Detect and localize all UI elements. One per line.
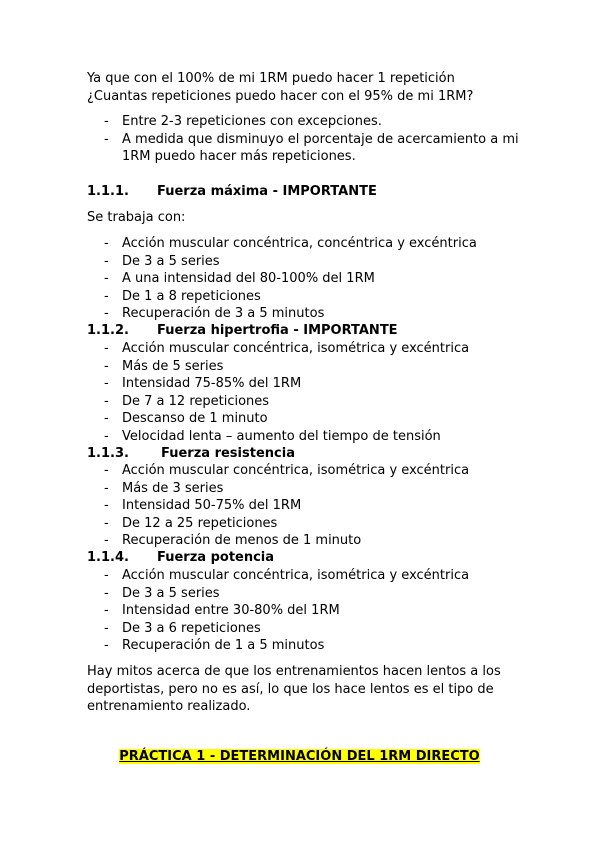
section-list-1-1-1 <box>104 235 534 323</box>
list-item: - Descanso de 1 minuto <box>104 410 534 428</box>
list-item: - De 3 a 5 series <box>104 253 534 271</box>
list-item: - A una intensidad del 80-100% del 1RM <box>104 270 534 288</box>
section-number: 1.1.2. <box>87 323 129 338</box>
list-item: - Recuperación de menos de 1 minuto <box>104 532 534 550</box>
list-item: - Recuperación de 3 a 5 minutos <box>104 305 534 323</box>
intro-line-2: ¿Cuantas repeticiones puedo hacer con el 95% de mi 1RM? <box>87 88 474 104</box>
list-item: - A medida que disminuyo el porcentaje de acercamiento a mi 1RM puedo hacer más repeticiones. <box>104 131 534 166</box>
list-item: - De 12 a 25 repeticiones <box>104 515 534 533</box>
list-item: - Acción muscular concéntrica, isométrica y excéntrica <box>104 462 534 480</box>
intro-list <box>104 113 534 166</box>
list-item: - Intensidad entre 30-80% del 1RM <box>104 602 534 620</box>
list-item: - Intensidad 50-75% del 1RM <box>104 497 534 515</box>
list-item: - De 1 a 8 repeticiones <box>104 288 534 306</box>
list-item: - De 7 a 12 repeticiones <box>104 393 534 411</box>
section-list-1-1-4 <box>104 567 534 655</box>
section-list-1-1-2 <box>104 340 534 445</box>
section-title: Fuerza potencia <box>157 550 275 565</box>
closing-paragraph: Hay mitos acerca de que los entrenamientos hacen lentos a los deportistas, pero no es así, lo que los hace lentos es el tipo de entrenamiento realizado. <box>87 664 501 714</box>
section-heading-1-1-3 <box>87 445 295 463</box>
list-item: - Velocidad lenta – aumento del tiempo de tensión <box>104 428 534 446</box>
intro-paragraph <box>87 70 517 105</box>
list-item: - Más de 5 series <box>104 358 534 376</box>
practice-title <box>0 748 599 766</box>
section-heading-1-1-4 <box>87 549 274 567</box>
section-number: 1.1.4. <box>87 550 129 565</box>
intro-line-1: Ya que con el 100% de mi 1RM puedo hacer 1 repetición <box>87 71 455 86</box>
list-item: - De 3 a 5 series <box>104 585 534 603</box>
section-number: 1.1.3. <box>87 446 129 461</box>
section-title: Fuerza hipertrofia - IMPORTANTE <box>157 323 398 338</box>
list-item: - Recuperación de 1 a 5 minutos <box>104 637 534 655</box>
practice-title-text: PRÁCTICA 1 - DETERMINACIÓN DEL 1RM DIRECTO <box>119 749 480 764</box>
list-item: - Acción muscular concéntrica, concéntrica y excéntrica <box>104 235 534 253</box>
section-heading-1-1-1 <box>87 183 377 201</box>
section-title: Fuerza máxima - IMPORTANTE <box>157 184 377 199</box>
section-list-1-1-3 <box>104 462 534 550</box>
section-heading-1-1-2 <box>87 322 398 340</box>
section-title: Fuerza resistencia <box>161 446 295 461</box>
list-item: - De 3 a 6 repeticiones <box>104 620 534 638</box>
list-item: - Más de 3 series <box>104 480 534 498</box>
list-item: - Entre 2-3 repeticiones con excepciones. <box>104 113 534 131</box>
section-intro-text: Se trabaja con: <box>87 210 186 225</box>
list-item: - Acción muscular concéntrica, isométrica y excéntrica <box>104 567 534 585</box>
list-item: - Intensidad 75-85% del 1RM <box>104 375 534 393</box>
list-item: - Acción muscular concéntrica, isométrica y excéntrica <box>104 340 534 358</box>
section-number: 1.1.1. <box>87 184 129 199</box>
